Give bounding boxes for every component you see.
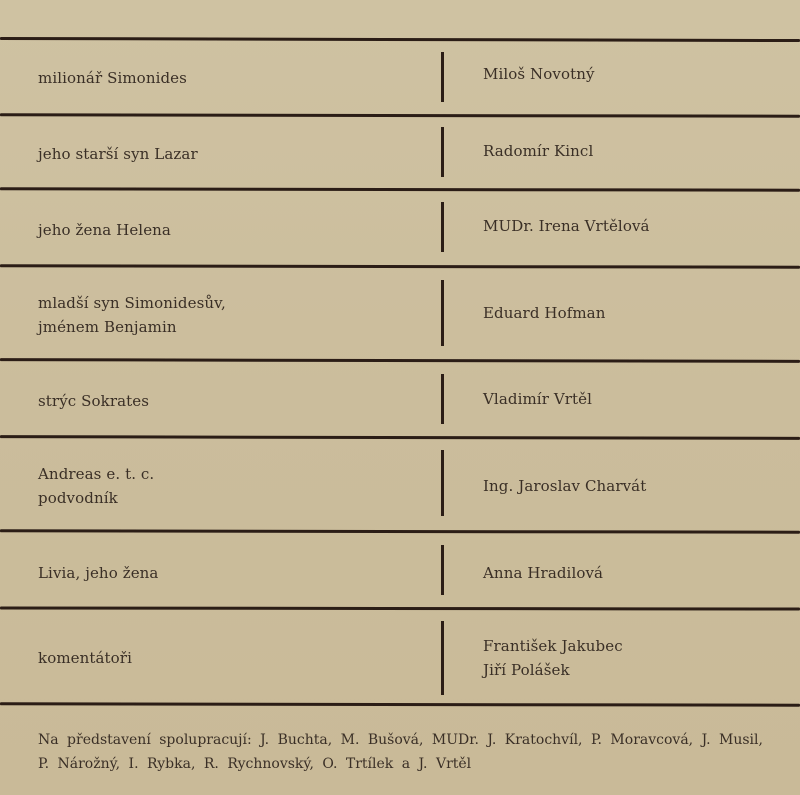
actor-cell bbox=[483, 301, 606, 325]
role-name: mladší syn Simonidesův, bbox=[38, 294, 226, 312]
column-separator bbox=[441, 280, 444, 346]
divider-line bbox=[0, 702, 800, 706]
actor-name: Radomír Kincl bbox=[483, 142, 594, 160]
divider-line bbox=[0, 435, 800, 440]
column-separator bbox=[441, 450, 444, 516]
role-cell bbox=[38, 389, 149, 413]
column-separator bbox=[441, 202, 444, 252]
role-name: Livia, jeho žena bbox=[38, 564, 159, 582]
actor-cell bbox=[483, 139, 593, 163]
actor-cell bbox=[483, 634, 623, 682]
role-name: jeho žena Helena bbox=[38, 221, 171, 239]
role-name: strýc Sokrates bbox=[38, 392, 150, 410]
actor-name: Vladimír Vrtěl bbox=[483, 390, 593, 408]
collaborators-line-1: Na představení spolupracují: J. Buchta, M. Bušová, MUDr. J. Kratochvíl, P. Moravcová, J. Musil, bbox=[38, 732, 763, 748]
actor-cell bbox=[483, 387, 592, 411]
role-name-continued: podvodník bbox=[38, 489, 118, 507]
column-separator bbox=[441, 52, 444, 102]
role-cell bbox=[38, 646, 132, 670]
actor-name: MUDr. Irena Vrtělová bbox=[483, 217, 650, 235]
role-name: komentátoři bbox=[38, 649, 132, 667]
divider-line bbox=[0, 264, 800, 268]
role-name: jeho starší syn Lazar bbox=[38, 145, 198, 163]
column-separator bbox=[441, 545, 444, 595]
actor-name: Miloš Novotný bbox=[483, 65, 595, 83]
actor-name: Anna Hradilová bbox=[483, 564, 604, 582]
actor-name: František Jakubec bbox=[483, 637, 623, 655]
column-separator bbox=[441, 374, 444, 424]
role-cell bbox=[38, 66, 187, 90]
actor-cell bbox=[483, 214, 650, 238]
column-separator bbox=[441, 127, 444, 177]
divider-line bbox=[0, 606, 800, 610]
divider-line bbox=[0, 113, 800, 117]
actor-cell bbox=[483, 62, 595, 86]
collaborators-line-2: P. Nárožný, I. Rybka, R. Rychnovský, O. Trtílek a J. Vrtěl bbox=[38, 756, 472, 772]
actor-name: Ing. Jaroslav Charvát bbox=[483, 477, 647, 495]
role-cell bbox=[38, 561, 158, 585]
actor-name: Eduard Hofman bbox=[483, 304, 606, 322]
column-separator bbox=[441, 621, 444, 695]
actor-name-second: Jiří Polášek bbox=[483, 661, 570, 679]
role-name: milionář Simonides bbox=[38, 69, 187, 87]
role-name: Andreas e. t. c. bbox=[38, 465, 155, 483]
collaborators-note bbox=[38, 728, 763, 776]
divider-line bbox=[0, 37, 800, 42]
actor-cell bbox=[483, 561, 603, 585]
role-cell bbox=[38, 462, 154, 510]
role-name-continued: jménem Benjamin bbox=[38, 318, 177, 336]
divider-line bbox=[0, 187, 800, 191]
actor-cell bbox=[483, 474, 646, 498]
role-cell bbox=[38, 218, 171, 242]
divider-line bbox=[0, 529, 800, 533]
role-cell bbox=[38, 291, 226, 339]
role-cell bbox=[38, 142, 198, 166]
divider-line bbox=[0, 358, 800, 363]
